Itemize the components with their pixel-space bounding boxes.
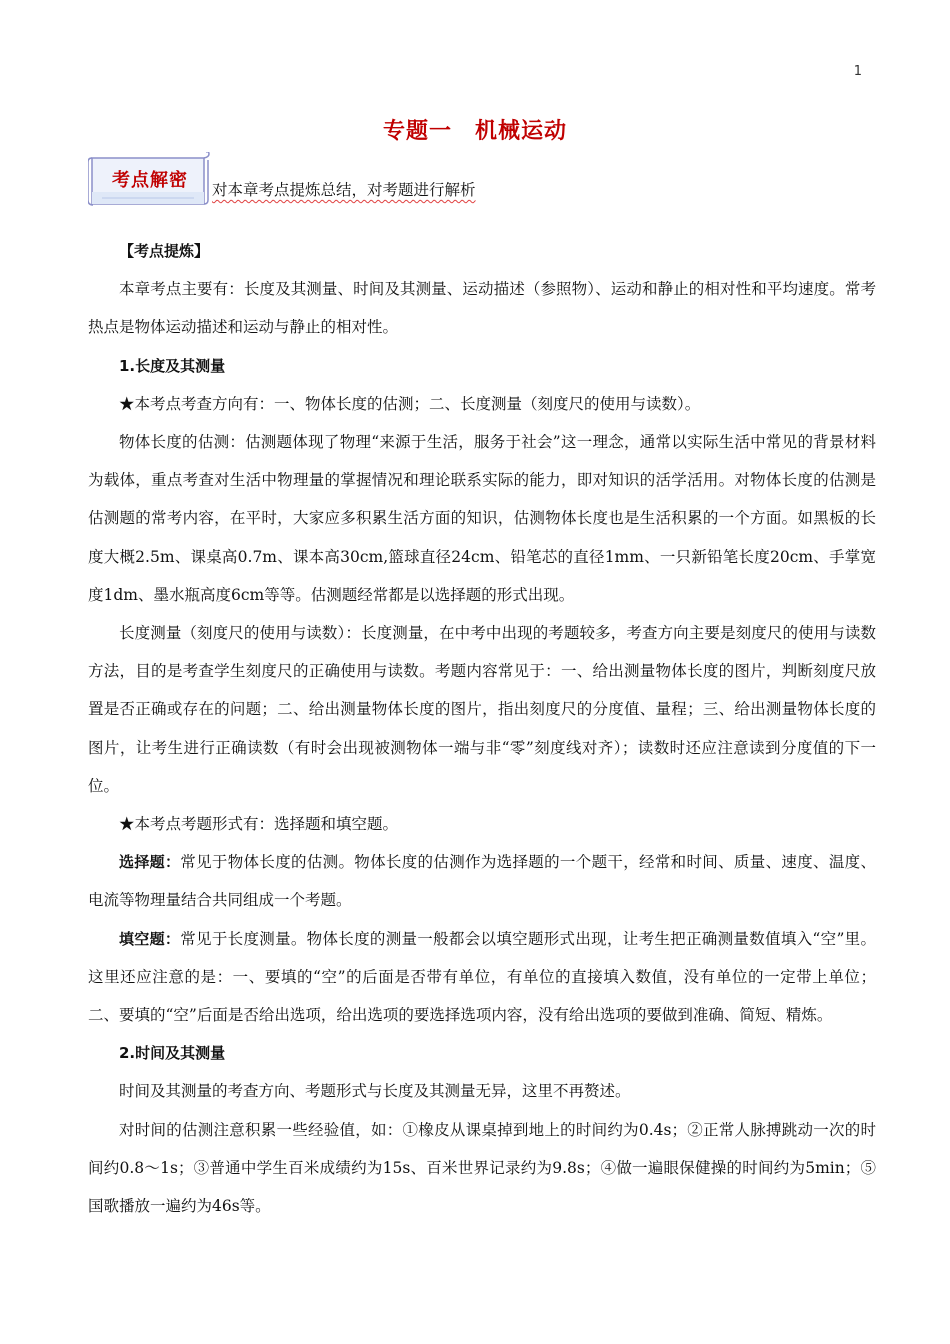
part2-paragraph-2: 对时间的估测注意积累一些经验值，如：①橡皮从课桌掉到地上的时间约为0.4s；②正常人脉搏跳动一次的时间约0.8～1s；③普通中学生百米成绩约为15s、百米世界记录约为9.8s；④做一遍眼保健操的时间约为5min；⑤国歌播放一遍约为46s等。 (88, 1120, 876, 1216)
part2-heading: 2.时间及其测量 (119, 1044, 226, 1063)
page-number: 1 (853, 64, 862, 79)
page-title: 专题一 机械运动 (382, 119, 567, 144)
section-banner (88, 152, 212, 210)
part2-paragraph-1: 时间及其测量的考查方向、考题形式与长度及其测量无异，这里不再赘述。 (119, 1082, 631, 1101)
banner-caption: 对本章考点提炼总结，对考题进行解析 (212, 181, 476, 199)
choice-label: 选择题： (119, 853, 181, 872)
choice-text: 常见于物体长度的估测。物体长度的估测作为选择题的一个题干，经常和时间、质量、速度、温度、电流等物理量结合共同组成一个考题。 (88, 853, 876, 910)
fill-label: 填空题： (119, 929, 181, 948)
document-body (88, 232, 876, 1225)
part1-measurement-paragraph: 长度测量（刻度尺的使用与读数）：长度测量，在中考中出现的考题较多，考查方向主要是刻度尺的使用与读数方法，目的是考查学生刻度尺的正确使用与读数。考题内容常见于：一、给出测量物体长度的图片，判断刻度尺放置是否正确或存在的问题；二、给出测量物体长度的图片，指出刻度尺的分度值、量程；三、给出测量物体长度的图片，让考生进行正确读数（有时会出现被测物体一端与非“零”刻度线对齐）；读数时还应注意读到分度值的下一位。 (88, 624, 876, 795)
fill-paragraph (88, 920, 876, 1035)
part1-directions: ★本考点考查方向有：一、物体长度的估测；二、长度测量（刻度尺的使用与读数）。 (119, 394, 701, 413)
part1-forms: ★本考点考题形式有：选择题和填空题。 (119, 815, 399, 834)
intro-paragraph: 本章考点主要有：长度及其测量、时间及其测量、运动描述（参照物）、运动和静止的相对性和平均速度。常考热点是物体运动描述和运动与静止的相对性。 (88, 280, 876, 337)
part1-heading: 1.长度及其测量 (119, 356, 226, 375)
fill-text: 常见于长度测量。物体长度的测量一般都会以填空题形式出现，让考生把正确测量数值填入“空”里。这里还应注意的是：一、要填的“空”的后面是否带有单位，有单位的直接填入数值，没有单位的一定带上单位；二、要填的“空”后面是否给出选项，给出选项的要选择选项内容，没有给出选项的要做到准确、简短、精炼。 (88, 929, 876, 1025)
section-heading: 【考点提炼】 (119, 242, 210, 260)
banner-label: 考点解密 (112, 170, 188, 191)
part1-estimation-paragraph: 物体长度的估测：估测题体现了物理“来源于生活，服务于社会”这一理念，通常以实际生活中常见的背景材料为载体，重点考查对生活中物理量的掌握情况和理论联系实际的能力，即对知识的活学活用。对物体长度的估测是估测题的常考内容，在平时，大家应多积累生活方面的知识，估测物体长度也是生活积累的一个方面。如黑板的长度大概2.5m、课桌高0.7m、课本高30cm,篮球直径24cm、铅笔芯的直径1mm、一只新铅笔长度20cm、手掌宽度1dm、墨水瓶高度6cm等等。估测题经常都是以选择题的形式出现。 (88, 433, 876, 604)
choice-paragraph (88, 843, 876, 919)
